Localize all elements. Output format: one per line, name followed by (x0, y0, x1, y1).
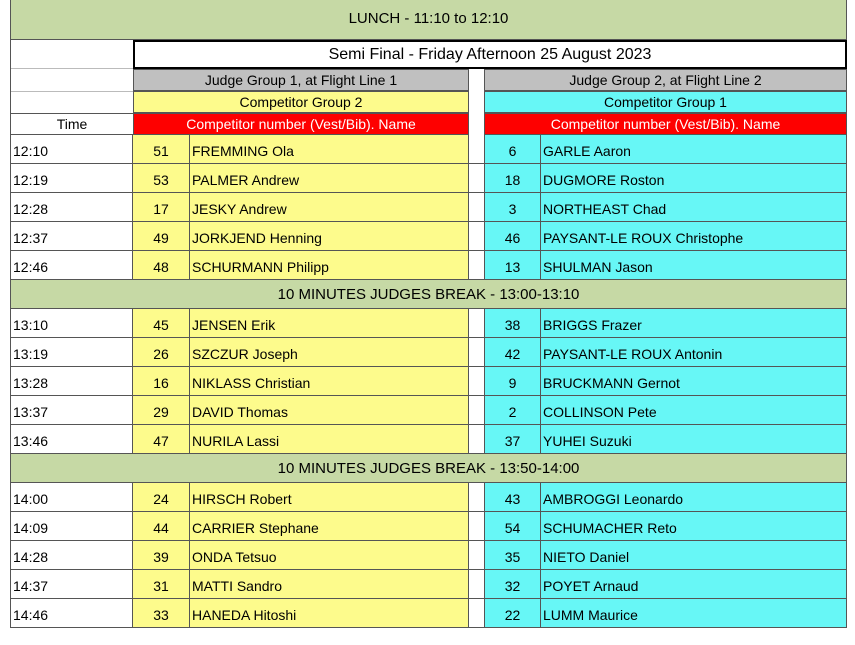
competitor-name-right: COLLINSON Pete (541, 396, 847, 425)
bib-number-left: 16 (133, 367, 190, 396)
bib-number-right: 46 (484, 222, 541, 251)
bib-number-right: 32 (484, 570, 541, 599)
bib-number-left: 17 (133, 193, 190, 222)
time-cell: 14:46 (10, 599, 133, 628)
bib-number-right: 2 (484, 396, 541, 425)
column-gap (469, 193, 484, 222)
bib-number-left: 29 (133, 396, 190, 425)
bib-number-right: 3 (484, 193, 541, 222)
session-title: Semi Final - Friday Afternoon 25 August 2023 (133, 40, 847, 69)
bib-number-right: 6 (484, 135, 541, 164)
corner-blank (10, 40, 133, 113)
competitor-name-right: PAYSANT-LE ROUX Antonin (541, 338, 847, 367)
competitor-name-left: ONDA Tetsuo (190, 541, 469, 570)
bib-number-left: 45 (133, 309, 190, 338)
competitor-name-right: GARLE Aaron (541, 135, 847, 164)
column-gap (469, 135, 484, 164)
time-cell: 12:46 (10, 251, 133, 280)
column-gap (469, 222, 484, 251)
column-gap (469, 570, 484, 599)
bib-number-right: 37 (484, 425, 541, 454)
competitor-name-right: LUMM Maurice (541, 599, 847, 628)
column-gap (469, 541, 484, 570)
column-gap (469, 367, 484, 396)
bib-number-left: 31 (133, 570, 190, 599)
competitor-group-left: Competitor Group 2 (133, 91, 469, 113)
competitor-name-right: POYET Arnaud (541, 570, 847, 599)
competitor-name-left: CARRIER Stephane (190, 512, 469, 541)
bib-number-left: 47 (133, 425, 190, 454)
competitor-name-right: SHULMAN Jason (541, 251, 847, 280)
bib-number-left: 48 (133, 251, 190, 280)
bib-number-left: 49 (133, 222, 190, 251)
competitor-name-left: SZCZUR Joseph (190, 338, 469, 367)
column-gap (469, 483, 484, 512)
competitor-header-left: Competitor number (Vest/Bib). Name (133, 113, 469, 135)
competitor-name-right: YUHEI Suzuki (541, 425, 847, 454)
competitor-name-left: JESKY Andrew (190, 193, 469, 222)
competitor-name-left: NURILA Lassi (190, 425, 469, 454)
time-cell: 13:28 (10, 367, 133, 396)
competitor-name-right: DUGMORE Roston (541, 164, 847, 193)
bib-number-left: 51 (133, 135, 190, 164)
bib-number-right: 43 (484, 483, 541, 512)
judges-break-banner: 10 MINUTES JUDGES BREAK - 13:50-14:00 (10, 454, 847, 483)
time-cell: 14:28 (10, 541, 133, 570)
time-cell: 12:19 (10, 164, 133, 193)
competitor-header-right: Competitor number (Vest/Bib). Name (484, 113, 847, 135)
bib-number-right: 54 (484, 512, 541, 541)
competitor-name-left: MATTI Sandro (190, 570, 469, 599)
bib-number-left: 39 (133, 541, 190, 570)
time-cell: 14:09 (10, 512, 133, 541)
competitor-name-left: FREMMING Ola (190, 135, 469, 164)
time-cell: 13:37 (10, 396, 133, 425)
bib-number-right: 22 (484, 599, 541, 628)
competitor-name-left: SCHURMANN Philipp (190, 251, 469, 280)
column-gap (469, 338, 484, 367)
time-cell: 12:10 (10, 135, 133, 164)
judge-group-2-label: Judge Group 2, at Flight Line 2 (484, 69, 847, 91)
column-gap (469, 309, 484, 338)
judge-group-1-label: Judge Group 1, at Flight Line 1 (133, 69, 469, 91)
competitor-name-right: NIETO Daniel (541, 541, 847, 570)
competitor-name-left: HIRSCH Robert (190, 483, 469, 512)
competitor-name-left: PALMER Andrew (190, 164, 469, 193)
column-gap (469, 425, 484, 454)
competitor-name-left: JENSEN Erik (190, 309, 469, 338)
column-gap (469, 396, 484, 425)
competitor-name-right: NORTHEAST Chad (541, 193, 847, 222)
competitor-name-right: BRIGGS Frazer (541, 309, 847, 338)
bib-number-left: 44 (133, 512, 190, 541)
time-cell: 13:10 (10, 309, 133, 338)
competitor-name-right: PAYSANT-LE ROUX Christophe (541, 222, 847, 251)
bib-number-right: 18 (484, 164, 541, 193)
column-gap (469, 164, 484, 193)
competitor-name-left: HANEDA Hitoshi (190, 599, 469, 628)
bib-number-left: 24 (133, 483, 190, 512)
competitor-name-left: JORKJEND Henning (190, 222, 469, 251)
competitor-name-right: AMBROGGI Leonardo (541, 483, 847, 512)
bib-number-left: 26 (133, 338, 190, 367)
column-gap (469, 512, 484, 541)
bib-number-left: 53 (133, 164, 190, 193)
competitor-name-left: NIKLASS Christian (190, 367, 469, 396)
bib-number-right: 9 (484, 367, 541, 396)
bib-number-right: 35 (484, 541, 541, 570)
time-cell: 13:46 (10, 425, 133, 454)
competitor-group-right: Competitor Group 1 (484, 91, 847, 113)
time-header: Time (10, 113, 133, 135)
bib-number-right: 42 (484, 338, 541, 367)
column-gap (469, 251, 484, 280)
competitor-name-left: DAVID Thomas (190, 396, 469, 425)
judges-break-banner: 10 MINUTES JUDGES BREAK - 13:00-13:10 (10, 280, 847, 309)
competitor-name-right: SCHUMACHER Reto (541, 512, 847, 541)
bib-number-left: 33 (133, 599, 190, 628)
time-cell: 14:00 (10, 483, 133, 512)
time-cell: 13:19 (10, 338, 133, 367)
time-cell: 12:28 (10, 193, 133, 222)
competitor-name-right: BRUCKMANN Gernot (541, 367, 847, 396)
bib-number-right: 13 (484, 251, 541, 280)
lunch-banner: LUNCH - 11:10 to 12:10 (10, 0, 847, 40)
time-cell: 12:37 (10, 222, 133, 251)
bib-number-right: 38 (484, 309, 541, 338)
time-cell: 14:37 (10, 570, 133, 599)
column-gap (469, 599, 484, 628)
